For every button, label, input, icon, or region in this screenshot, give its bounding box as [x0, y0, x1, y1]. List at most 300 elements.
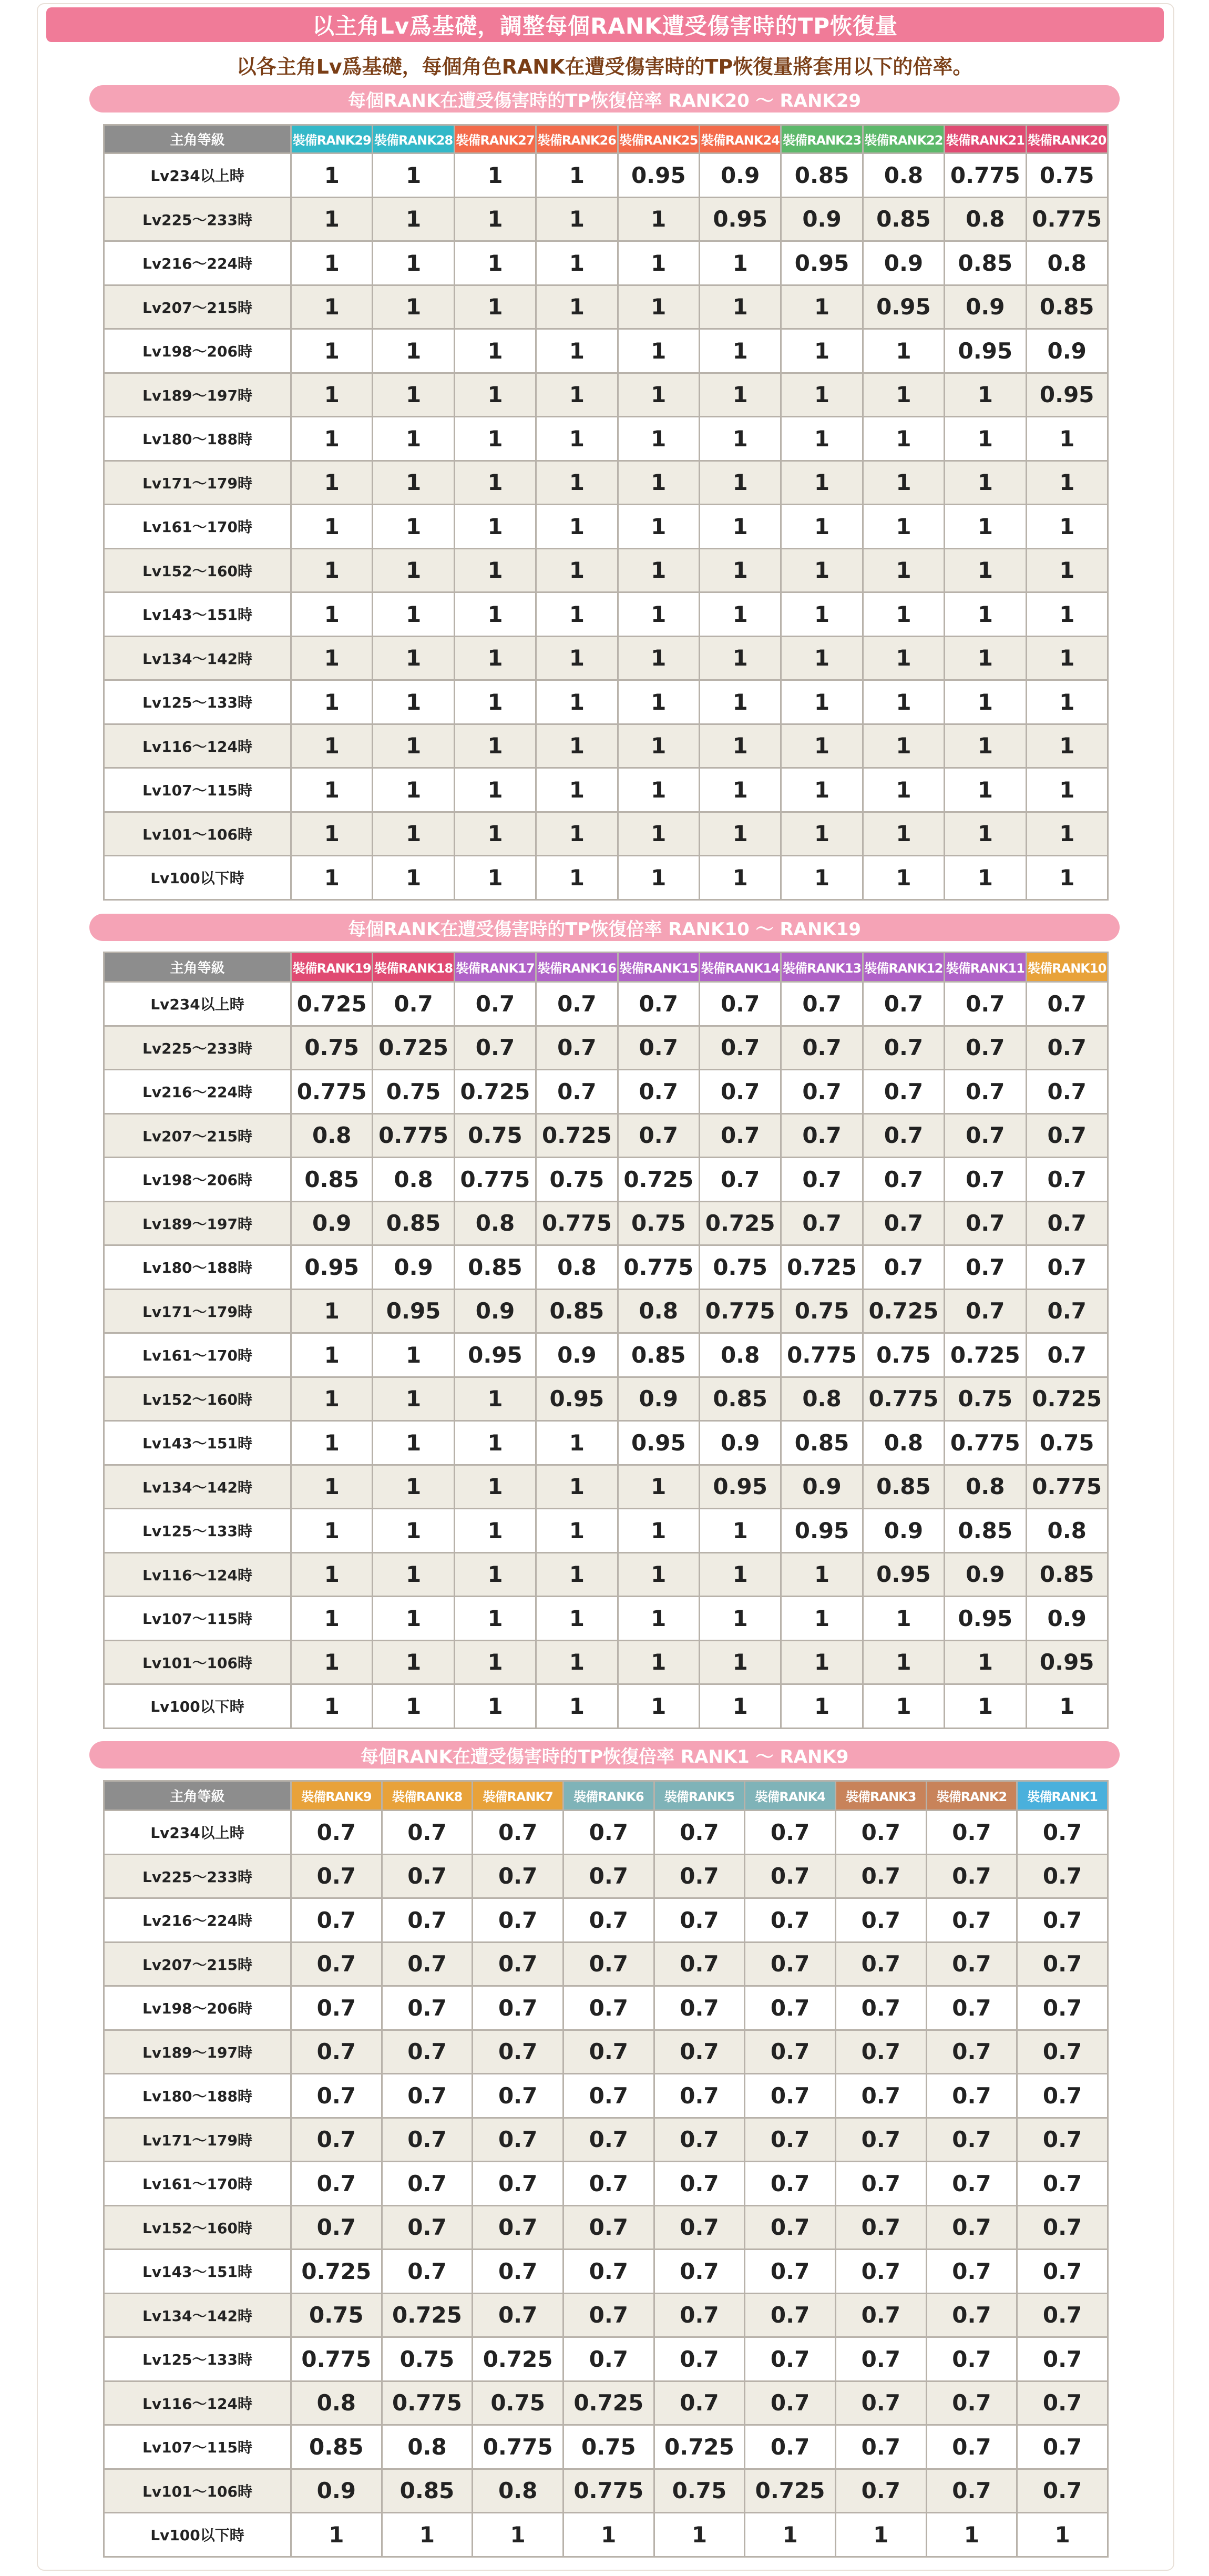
- header-rank: 裝備RANK5: [654, 1781, 745, 1811]
- multiplier-cell: 0.7: [382, 2118, 473, 2162]
- level-label: Lv101〜106時: [104, 2469, 291, 2513]
- multiplier-cell: 0.7: [745, 1811, 836, 1855]
- level-label: Lv116〜124時: [104, 724, 291, 768]
- multiplier-cell: 0.7: [926, 1898, 1017, 1943]
- header-rank: 裝備RANK21: [945, 125, 1026, 154]
- multiplier-cell: 1: [863, 329, 944, 373]
- multiplier-cell: 0.85: [618, 1333, 699, 1377]
- multiplier-cell: 0.7: [926, 1854, 1017, 1898]
- table-row: [104, 329, 1108, 373]
- header-rank: 裝備RANK10: [1026, 953, 1108, 982]
- multiplier-cell: 0.775: [382, 2381, 473, 2425]
- multiplier-cell: 1: [291, 1377, 373, 1421]
- multiplier-cell: 0.9: [291, 1201, 373, 1245]
- table-row: [104, 2162, 1108, 2206]
- multiplier-cell: 1: [454, 856, 536, 900]
- multiplier-cell: 1: [945, 812, 1026, 856]
- multiplier-cell: 0.725: [745, 2469, 836, 2513]
- multiplier-cell: 1: [781, 1640, 863, 1684]
- multiplier-cell: 0.8: [781, 1377, 863, 1421]
- multiplier-cell: 1: [945, 680, 1026, 724]
- multiplier-cell: 1: [454, 505, 536, 549]
- multiplier-cell: 1: [654, 2513, 745, 2557]
- table-row: [104, 2030, 1108, 2074]
- multiplier-cell: 1: [291, 1597, 373, 1641]
- multiplier-cell: 0.9: [1026, 1597, 1108, 1641]
- multiplier-cell: 0.7: [1017, 2425, 1108, 2469]
- multiplier-cell: 1: [618, 1509, 699, 1553]
- level-label: Lv234以上時: [104, 1811, 291, 1855]
- multiplier-cell: 1: [454, 768, 536, 812]
- multiplier-cell: 1: [1026, 768, 1108, 812]
- multiplier-cell: 1: [536, 1684, 618, 1729]
- multiplier-cell: 0.8: [1026, 241, 1108, 285]
- multiplier-cell: 1: [618, 461, 699, 505]
- multiplier-cell: 0.7: [699, 1070, 781, 1114]
- multiplier-cell: 0.775: [473, 2425, 563, 2469]
- multiplier-cell: 1: [1026, 812, 1108, 856]
- multiplier-cell: 1: [699, 1509, 781, 1553]
- multiplier-cell: 0.7: [863, 1201, 944, 1245]
- multiplier-cell: 1: [454, 724, 536, 768]
- multiplier-cell: 0.7: [291, 1811, 382, 1855]
- multiplier-cell: 0.75: [945, 1377, 1026, 1421]
- multiplier-cell: 0.8: [291, 1113, 373, 1158]
- multiplier-cell: 0.7: [1017, 1942, 1108, 1986]
- header-rank: 裝備RANK20: [1026, 125, 1108, 154]
- multiplier-cell: 0.9: [863, 1509, 944, 1553]
- multiplier-cell: 1: [291, 154, 373, 198]
- multiplier-cell: 1: [699, 1684, 781, 1729]
- multiplier-cell: 1: [291, 1333, 373, 1377]
- multiplier-cell: 1: [863, 505, 944, 549]
- multiplier-cell: 1: [536, 768, 618, 812]
- multiplier-cell: 1: [536, 154, 618, 198]
- level-label: Lv161〜170時: [104, 1333, 291, 1377]
- multiplier-cell: 1: [1017, 2513, 1108, 2557]
- header-rank: 裝備RANK9: [291, 1781, 382, 1811]
- table-row: [104, 1552, 1108, 1597]
- multiplier-cell: 1: [618, 1597, 699, 1641]
- multiplier-cell: 0.7: [926, 2293, 1017, 2337]
- level-label: Lv125〜133時: [104, 680, 291, 724]
- header-rank: 裝備RANK12: [863, 953, 944, 982]
- multiplier-cell: 1: [945, 1640, 1026, 1684]
- multiplier-cell: 1: [291, 592, 373, 637]
- multiplier-cell: 1: [454, 329, 536, 373]
- multiplier-cell: 1: [945, 417, 1026, 461]
- table-row: [104, 1640, 1108, 1684]
- multiplier-cell: 0.7: [291, 2118, 382, 2162]
- multiplier-cell: 0.7: [745, 2118, 836, 2162]
- level-label: Lv134〜142時: [104, 636, 291, 680]
- multiplier-cell: 0.7: [563, 2074, 654, 2118]
- multiplier-cell: 0.7: [291, 2030, 382, 2074]
- table-row: [104, 1421, 1108, 1465]
- multiplier-cell: 1: [373, 812, 454, 856]
- level-label: Lv143〜151時: [104, 592, 291, 637]
- multiplier-cell: 1: [618, 417, 699, 461]
- level-label: Lv216〜224時: [104, 1070, 291, 1114]
- multiplier-cell: 1: [699, 461, 781, 505]
- multiplier-cell: 1: [536, 1421, 618, 1465]
- multiplier-cell: 0.725: [473, 2337, 563, 2381]
- multiplier-cell: 0.7: [1026, 1245, 1108, 1290]
- level-label: Lv101〜106時: [104, 812, 291, 856]
- level-label: Lv161〜170時: [104, 2162, 291, 2206]
- multiplier-cell: 1: [536, 812, 618, 856]
- table-row: [104, 2118, 1108, 2162]
- multiplier-cell: 1: [781, 592, 863, 637]
- multiplier-cell: 1: [373, 241, 454, 285]
- multiplier-cell: 1: [699, 768, 781, 812]
- multiplier-cell: 0.725: [291, 982, 373, 1026]
- multiplier-cell: 1: [291, 768, 373, 812]
- table-row: [104, 461, 1108, 505]
- multiplier-cell: 0.7: [563, 1986, 654, 2030]
- multiplier-cell: 0.725: [654, 2425, 745, 2469]
- multiplier-cell: 1: [1026, 636, 1108, 680]
- multiplier-cell: 0.7: [291, 2205, 382, 2250]
- multiplier-cell: 0.7: [473, 1898, 563, 1943]
- table-row: [104, 982, 1108, 1026]
- multiplier-cell: 0.7: [835, 1811, 926, 1855]
- level-label: Lv216〜224時: [104, 241, 291, 285]
- multiplier-cell: 1: [291, 636, 373, 680]
- multiplier-cell: 1: [454, 1597, 536, 1641]
- multiplier-cell: 0.7: [373, 982, 454, 1026]
- multiplier-cell: 0.725: [1026, 1377, 1108, 1421]
- multiplier-cell: 1: [618, 1684, 699, 1729]
- multiplier-cell: 1: [373, 197, 454, 241]
- multiplier-cell: 1: [863, 548, 944, 592]
- multiplier-cell: 0.7: [563, 2162, 654, 2206]
- multiplier-cell: 0.7: [945, 1158, 1026, 1202]
- multiplier-cell: 0.7: [699, 1158, 781, 1202]
- multiplier-cell: 1: [1026, 548, 1108, 592]
- multiplier-cell: 1: [454, 241, 536, 285]
- multiplier-cell: 0.7: [745, 2381, 836, 2425]
- multiplier-cell: 0.75: [781, 1289, 863, 1333]
- multiplier-cell: 0.725: [781, 1245, 863, 1290]
- multiplier-cell: 0.775: [291, 1070, 373, 1114]
- multiplier-cell: 1: [454, 461, 536, 505]
- multiplier-cell: 1: [536, 373, 618, 417]
- multiplier-cell: 1: [373, 1465, 454, 1509]
- multiplier-cell: 1: [945, 461, 1026, 505]
- multiplier-cell: 0.7: [1026, 982, 1108, 1026]
- multiplier-cell: 0.7: [745, 2337, 836, 2381]
- multiplier-cell: 0.85: [781, 154, 863, 198]
- multiplier-cell: 0.7: [945, 1113, 1026, 1158]
- multiplier-cell: 0.7: [382, 2205, 473, 2250]
- level-label: Lv134〜142時: [104, 1465, 291, 1509]
- multiplier-cell: 1: [454, 592, 536, 637]
- multiplier-cell: 0.7: [835, 2074, 926, 2118]
- level-label: Lv198〜206時: [104, 1986, 291, 2030]
- multiplier-cell: 0.7: [835, 2381, 926, 2425]
- level-label: Lv225〜233時: [104, 1026, 291, 1070]
- multiplier-cell: 0.75: [536, 1158, 618, 1202]
- multiplier-cell: 0.7: [1017, 2205, 1108, 2250]
- table-row: [104, 197, 1108, 241]
- multiplier-cell: 1: [373, 768, 454, 812]
- multiplier-cell: 1: [536, 636, 618, 680]
- level-label: Lv171〜179時: [104, 2118, 291, 2162]
- multiplier-cell: 0.7: [1017, 2250, 1108, 2294]
- multiplier-cell: 0.7: [835, 2162, 926, 2206]
- header-rank: 裝備RANK28: [373, 125, 454, 154]
- multiplier-cell: 1: [781, 724, 863, 768]
- table-row: [104, 856, 1108, 900]
- header-rank: 裝備RANK19: [291, 953, 373, 982]
- table-row: [104, 724, 1108, 768]
- multiplier-cell: 1: [945, 505, 1026, 549]
- multiplier-cell: 1: [291, 2513, 382, 2557]
- table-row: [104, 1289, 1108, 1333]
- multiplier-cell: 1: [536, 680, 618, 724]
- multiplier-cell: 1: [454, 1465, 536, 1509]
- multiplier-cell: 1: [291, 1421, 373, 1465]
- multiplier-cell: 0.7: [654, 2118, 745, 2162]
- multiplier-cell: 1: [536, 1465, 618, 1509]
- multiplier-cell: 1: [291, 505, 373, 549]
- multiplier-cell: 1: [373, 1597, 454, 1641]
- multiplier-cell: 0.7: [382, 1811, 473, 1855]
- multiplier-cell: 0.9: [945, 1552, 1026, 1597]
- table-row: [104, 2425, 1108, 2469]
- header-rank: 裝備RANK22: [863, 125, 944, 154]
- multiplier-cell: 0.725: [945, 1333, 1026, 1377]
- multiplier-cell: 1: [454, 197, 536, 241]
- multiplier-cell: 0.775: [945, 1421, 1026, 1465]
- multiplier-cell: 0.7: [473, 1986, 563, 2030]
- multiplier-cell: 0.7: [926, 1942, 1017, 1986]
- multiplier-cell: 0.7: [835, 1986, 926, 2030]
- multiplier-cell: 0.7: [1026, 1070, 1108, 1114]
- multiplier-cell: 0.7: [863, 1113, 944, 1158]
- multiplier-cell: 0.8: [536, 1245, 618, 1290]
- header-rank: 裝備RANK16: [536, 953, 618, 982]
- multiplier-cell: 0.7: [945, 982, 1026, 1026]
- multiplier-cell: 0.75: [454, 1113, 536, 1158]
- header-rank: 裝備RANK3: [835, 1781, 926, 1811]
- multiplier-cell: 0.7: [781, 1026, 863, 1070]
- header-rank: 裝備RANK11: [945, 953, 1026, 982]
- multiplier-cell: 1: [536, 197, 618, 241]
- table-row: [104, 1986, 1108, 2030]
- multiplier-cell: 0.7: [835, 1898, 926, 1943]
- multiplier-cell: 1: [699, 680, 781, 724]
- multiplier-cell: 0.85: [699, 1377, 781, 1421]
- multiplier-cell: 0.7: [1017, 2381, 1108, 2425]
- table-row: [104, 505, 1108, 549]
- multiplier-cell: 1: [536, 1640, 618, 1684]
- level-label: Lv198〜206時: [104, 329, 291, 373]
- multiplier-cell: 0.7: [745, 2030, 836, 2074]
- multiplier-cell: 0.7: [945, 1070, 1026, 1114]
- multiplier-cell: 0.8: [473, 2469, 563, 2513]
- multiplier-cell: 0.95: [699, 1465, 781, 1509]
- multiplier-cell: 0.7: [1017, 1898, 1108, 1943]
- multiplier-cell: 0.7: [654, 1986, 745, 2030]
- multiplier-cell: 1: [699, 1597, 781, 1641]
- multiplier-cell: 0.7: [1026, 1333, 1108, 1377]
- level-label: Lv207〜215時: [104, 285, 291, 329]
- multiplier-cell: 0.7: [563, 1811, 654, 1855]
- multiplier-cell: 1: [781, 505, 863, 549]
- multiplier-cell: 1: [781, 1597, 863, 1641]
- multiplier-cell: 1: [291, 1640, 373, 1684]
- multiplier-cell: 1: [781, 417, 863, 461]
- multiplier-cell: 0.75: [618, 1201, 699, 1245]
- section-title: 每個RANK在遭受傷害時的TP恢復倍率 RANK10 〜 RANK19: [89, 914, 1120, 941]
- multiplier-cell: 0.7: [563, 2030, 654, 2074]
- multiplier-cell: 1: [1026, 592, 1108, 637]
- multiplier-cell: 0.7: [563, 2118, 654, 2162]
- multiplier-cell: 0.85: [781, 1421, 863, 1465]
- multiplier-cell: 0.775: [563, 2469, 654, 2513]
- multiplier-cell: 0.725: [863, 1289, 944, 1333]
- multiplier-cell: 0.7: [382, 1854, 473, 1898]
- multiplier-cell: 0.7: [563, 1942, 654, 1986]
- multiplier-cell: 1: [454, 680, 536, 724]
- multiplier-cell: 0.75: [291, 2293, 382, 2337]
- multiplier-cell: 1: [454, 1684, 536, 1729]
- multiplier-cell: 0.7: [745, 2162, 836, 2206]
- level-label: Lv225〜233時: [104, 1854, 291, 1898]
- level-label: Lv143〜151時: [104, 1421, 291, 1465]
- level-label: Lv161〜170時: [104, 505, 291, 549]
- section-title: 每個RANK在遭受傷害時的TP恢復倍率 RANK1 〜 RANK9: [89, 1741, 1120, 1769]
- multiplier-cell: 0.95: [1026, 1640, 1108, 1684]
- multiplier-cell: 1: [373, 373, 454, 417]
- level-label: Lv134〜142時: [104, 2293, 291, 2337]
- multiplier-cell: 1: [454, 285, 536, 329]
- table-row: [104, 768, 1108, 812]
- multiplier-cell: 0.7: [563, 2293, 654, 2337]
- multiplier-cell: 0.7: [926, 1986, 1017, 2030]
- multiplier-cell: 1: [1026, 461, 1108, 505]
- multiplier-cell: 1: [945, 724, 1026, 768]
- multiplier-cell: 0.775: [863, 1377, 944, 1421]
- level-label: Lv107〜115時: [104, 2425, 291, 2469]
- multiplier-cell: 0.7: [1017, 1811, 1108, 1855]
- multiplier-cell: 0.7: [1017, 2469, 1108, 2513]
- multiplier-cell: 0.8: [454, 1201, 536, 1245]
- multiplier-cell: 0.7: [926, 2205, 1017, 2250]
- multiplier-cell: 1: [618, 856, 699, 900]
- multiplier-cell: 0.7: [835, 2030, 926, 2074]
- multiplier-cell: 1: [373, 461, 454, 505]
- table-row: [104, 1942, 1108, 1986]
- multiplier-cell: 0.75: [654, 2469, 745, 2513]
- rank-table: [103, 124, 1109, 901]
- multiplier-cell: 0.7: [473, 2074, 563, 2118]
- multiplier-cell: 0.85: [373, 1201, 454, 1245]
- multiplier-cell: 0.7: [291, 1854, 382, 1898]
- multiplier-cell: 0.95: [618, 154, 699, 198]
- multiplier-cell: 1: [781, 285, 863, 329]
- table-row: [104, 154, 1108, 198]
- multiplier-cell: 1: [699, 812, 781, 856]
- multiplier-cell: 0.775: [618, 1245, 699, 1290]
- multiplier-cell: 0.7: [654, 1942, 745, 1986]
- multiplier-cell: 1: [536, 461, 618, 505]
- level-label: Lv216〜224時: [104, 1898, 291, 1943]
- multiplier-cell: 1: [863, 724, 944, 768]
- rank-table: [103, 1780, 1109, 2558]
- multiplier-cell: 1: [945, 636, 1026, 680]
- multiplier-cell: 1: [373, 1377, 454, 1421]
- multiplier-cell: 1: [945, 548, 1026, 592]
- multiplier-cell: 0.7: [473, 1854, 563, 1898]
- table-row: [104, 285, 1108, 329]
- multiplier-cell: 0.7: [536, 982, 618, 1026]
- multiplier-cell: 1: [1026, 856, 1108, 900]
- multiplier-cell: 1: [373, 154, 454, 198]
- multiplier-cell: 0.7: [926, 2162, 1017, 2206]
- multiplier-cell: 1: [373, 329, 454, 373]
- multiplier-cell: 0.7: [1026, 1289, 1108, 1333]
- table-row: [104, 417, 1108, 461]
- multiplier-cell: 0.7: [473, 1942, 563, 1986]
- multiplier-cell: 1: [863, 636, 944, 680]
- multiplier-cell: 1: [781, 1684, 863, 1729]
- multiplier-cell: 1: [373, 417, 454, 461]
- table-row: [104, 1026, 1108, 1070]
- multiplier-cell: 1: [618, 197, 699, 241]
- multiplier-cell: 1: [863, 768, 944, 812]
- multiplier-cell: 1: [291, 724, 373, 768]
- multiplier-cell: 1: [291, 285, 373, 329]
- multiplier-cell: 1: [536, 592, 618, 637]
- multiplier-cell: 1: [863, 461, 944, 505]
- multiplier-cell: 1: [291, 329, 373, 373]
- multiplier-cell: 1: [781, 548, 863, 592]
- multiplier-cell: 0.95: [454, 1333, 536, 1377]
- multiplier-cell: 1: [781, 856, 863, 900]
- multiplier-cell: 0.9: [781, 1465, 863, 1509]
- multiplier-cell: 0.7: [781, 982, 863, 1026]
- multiplier-cell: 1: [618, 592, 699, 637]
- multiplier-cell: 0.7: [654, 2074, 745, 2118]
- multiplier-cell: 1: [618, 768, 699, 812]
- multiplier-cell: 1: [373, 548, 454, 592]
- multiplier-cell: 1: [536, 285, 618, 329]
- multiplier-cell: 0.8: [291, 2381, 382, 2425]
- multiplier-cell: 0.7: [291, 1942, 382, 1986]
- multiplier-cell: 1: [699, 636, 781, 680]
- multiplier-cell: 0.7: [654, 2250, 745, 2294]
- table-row: [104, 1158, 1108, 1202]
- multiplier-cell: 1: [699, 856, 781, 900]
- multiplier-cell: 1: [945, 592, 1026, 637]
- table-row: [104, 1509, 1108, 1553]
- table-row: [104, 636, 1108, 680]
- multiplier-cell: 0.725: [699, 1201, 781, 1245]
- multiplier-cell: 0.7: [781, 1113, 863, 1158]
- multiplier-cell: 1: [863, 812, 944, 856]
- multiplier-cell: 1: [863, 373, 944, 417]
- multiplier-cell: 1: [454, 812, 536, 856]
- level-label: Lv125〜133時: [104, 1509, 291, 1553]
- multiplier-cell: 0.7: [473, 2205, 563, 2250]
- multiplier-cell: 0.7: [618, 1026, 699, 1070]
- multiplier-cell: 1: [454, 373, 536, 417]
- table-row: [104, 2469, 1108, 2513]
- multiplier-cell: 1: [291, 373, 373, 417]
